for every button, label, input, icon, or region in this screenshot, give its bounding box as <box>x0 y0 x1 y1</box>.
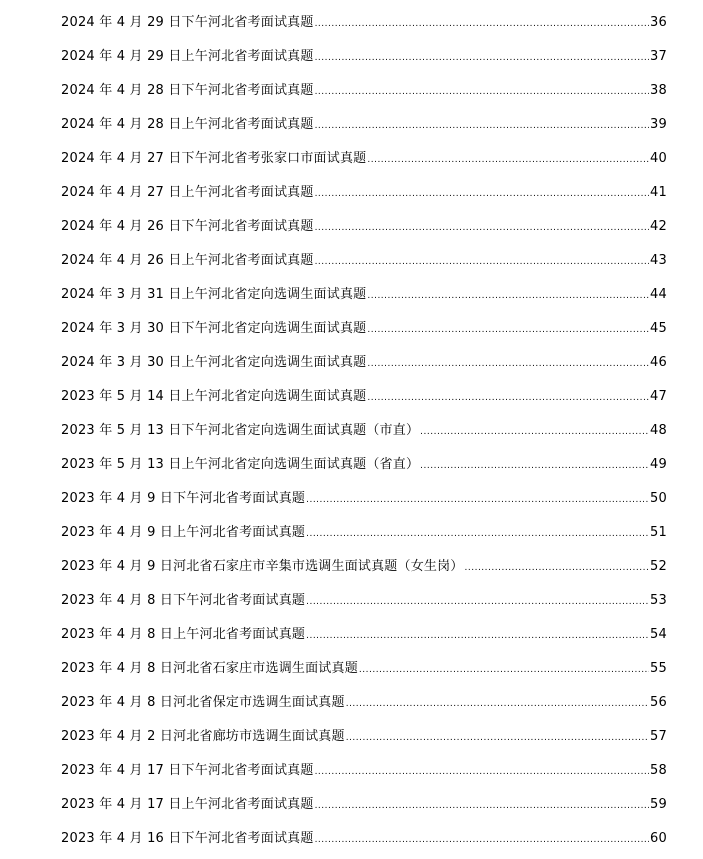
toc-entry[interactable] <box>61 482 667 516</box>
toc-entry[interactable] <box>61 142 667 176</box>
toc-entry-page-number: 49 <box>650 457 667 472</box>
toc-entry-title: 2023 年 4 月 17 日上午河北省考面试真题 <box>61 797 314 812</box>
toc-entry-title: 2023 年 4 月 8 日上午河北省考面试真题 <box>61 627 306 642</box>
table-of-contents <box>61 0 667 856</box>
toc-dot-leader <box>315 245 649 279</box>
toc-entry[interactable] <box>61 414 667 448</box>
toc-dot-leader <box>367 313 649 347</box>
toc-entry-page-number: 40 <box>650 151 667 166</box>
toc-entry[interactable] <box>61 822 667 856</box>
toc-entry-page-number: 52 <box>650 559 667 574</box>
toc-entry-page-number: 39 <box>650 117 667 132</box>
toc-entry[interactable] <box>61 176 667 210</box>
toc-dot-leader <box>315 109 649 143</box>
toc-dot-leader <box>465 551 650 585</box>
toc-dot-leader <box>367 143 649 177</box>
toc-entry-title: 2024 年 3 月 30 日上午河北省定向选调生面试真题 <box>61 355 367 370</box>
toc-entry-title: 2024 年 4 月 27 日下午河北省考张家口市面试真题 <box>61 151 367 166</box>
toc-entry[interactable] <box>61 346 667 380</box>
toc-entry-title: 2023 年 4 月 17 日下午河北省考面试真题 <box>61 763 314 778</box>
toc-entry-title: 2024 年 4 月 27 日上午河北省考面试真题 <box>61 185 314 200</box>
toc-entry[interactable] <box>61 210 667 244</box>
toc-entry-title: 2023 年 5 月 13 日下午河北省定向选调生面试真题（市直） <box>61 423 420 438</box>
toc-dot-leader <box>306 585 649 619</box>
toc-entry-title: 2023 年 5 月 14 日上午河北省定向选调生面试真题 <box>61 389 367 404</box>
toc-entry-page-number: 56 <box>650 695 667 710</box>
toc-entry[interactable] <box>61 278 667 312</box>
toc-dot-leader <box>315 41 649 75</box>
toc-entry-page-number: 57 <box>650 729 667 744</box>
toc-entry-page-number: 58 <box>650 763 667 778</box>
toc-entry-title: 2024 年 4 月 29 日上午河北省考面试真题 <box>61 49 314 64</box>
toc-entry[interactable] <box>61 312 667 346</box>
toc-dot-leader <box>315 211 649 245</box>
toc-entry-page-number: 53 <box>650 593 667 608</box>
toc-entry-page-number: 51 <box>650 525 667 540</box>
toc-entry-title: 2024 年 4 月 29 日下午河北省考面试真题 <box>61 15 314 30</box>
toc-entry[interactable] <box>61 380 667 414</box>
toc-entry[interactable] <box>61 40 667 74</box>
toc-entry-page-number: 38 <box>650 83 667 98</box>
toc-entry-title: 2024 年 4 月 26 日上午河北省考面试真题 <box>61 253 314 268</box>
toc-entry-page-number: 60 <box>650 831 667 846</box>
toc-entry[interactable] <box>61 584 667 618</box>
toc-dot-leader <box>346 721 649 755</box>
toc-entry-page-number: 42 <box>650 219 667 234</box>
toc-entry-title: 2023 年 5 月 13 日上午河北省定向选调生面试真题（省直） <box>61 457 420 472</box>
toc-entry-title: 2024 年 4 月 26 日下午河北省考面试真题 <box>61 219 314 234</box>
toc-entry-page-number: 50 <box>650 491 667 506</box>
toc-entry[interactable] <box>61 720 667 754</box>
toc-entry[interactable] <box>61 74 667 108</box>
toc-entry-title: 2023 年 4 月 9 日上午河北省考面试真题 <box>61 525 306 540</box>
toc-dot-leader <box>306 619 649 653</box>
toc-entry[interactable] <box>61 108 667 142</box>
toc-entry[interactable] <box>61 618 667 652</box>
toc-dot-leader <box>315 755 649 789</box>
toc-entry-title: 2023 年 4 月 2 日河北省廊坊市选调生面试真题 <box>61 729 345 744</box>
toc-entry-page-number: 47 <box>650 389 667 404</box>
toc-entry-page-number: 37 <box>650 49 667 64</box>
toc-entry-title: 2023 年 4 月 9 日河北省石家庄市辛集市选调生面试真题（女生岗） <box>61 559 464 574</box>
toc-dot-leader <box>367 347 649 381</box>
toc-entry[interactable] <box>61 788 667 822</box>
toc-dot-leader <box>315 7 649 41</box>
toc-entry-page-number: 54 <box>650 627 667 642</box>
toc-entry[interactable] <box>61 686 667 720</box>
toc-dot-leader <box>315 789 649 823</box>
toc-entry[interactable] <box>61 550 667 584</box>
toc-entry-page-number: 48 <box>650 423 667 438</box>
toc-entry-page-number: 43 <box>650 253 667 268</box>
toc-dot-leader <box>306 483 649 517</box>
toc-dot-leader <box>420 415 649 449</box>
toc-dot-leader <box>315 75 649 109</box>
toc-entry-page-number: 45 <box>650 321 667 336</box>
toc-dot-leader <box>420 449 649 483</box>
toc-dot-leader <box>346 687 649 721</box>
toc-entry-title: 2023 年 4 月 16 日下午河北省考面试真题 <box>61 831 314 846</box>
toc-entry-page-number: 55 <box>650 661 667 676</box>
toc-entry-page-number: 44 <box>650 287 667 302</box>
toc-dot-leader <box>315 823 649 857</box>
toc-dot-leader <box>367 279 649 313</box>
toc-entry[interactable] <box>61 244 667 278</box>
toc-dot-leader <box>367 381 649 415</box>
toc-entry[interactable] <box>61 754 667 788</box>
toc-entry-page-number: 41 <box>650 185 667 200</box>
toc-dot-leader <box>306 517 649 551</box>
toc-dot-leader <box>359 653 649 687</box>
toc-entry[interactable] <box>61 652 667 686</box>
toc-entry-title: 2024 年 3 月 30 日下午河北省定向选调生面试真题 <box>61 321 367 336</box>
toc-entry[interactable] <box>61 448 667 482</box>
toc-entry-page-number: 46 <box>650 355 667 370</box>
toc-entry-page-number: 36 <box>650 15 667 30</box>
toc-entry-title: 2024 年 3 月 31 日上午河北省定向选调生面试真题 <box>61 287 367 302</box>
toc-entry-title: 2023 年 4 月 8 日下午河北省考面试真题 <box>61 593 306 608</box>
toc-entry-page-number: 59 <box>650 797 667 812</box>
toc-dot-leader <box>315 177 649 211</box>
toc-entry-title: 2023 年 4 月 9 日下午河北省考面试真题 <box>61 491 306 506</box>
toc-entry-title: 2024 年 4 月 28 日上午河北省考面试真题 <box>61 117 314 132</box>
toc-entry-title: 2023 年 4 月 8 日河北省石家庄市选调生面试真题 <box>61 661 358 676</box>
toc-entry[interactable] <box>61 6 667 40</box>
toc-entry-title: 2023 年 4 月 8 日河北省保定市选调生面试真题 <box>61 695 345 710</box>
toc-entry[interactable] <box>61 516 667 550</box>
toc-entry-title: 2024 年 4 月 28 日下午河北省考面试真题 <box>61 83 314 98</box>
